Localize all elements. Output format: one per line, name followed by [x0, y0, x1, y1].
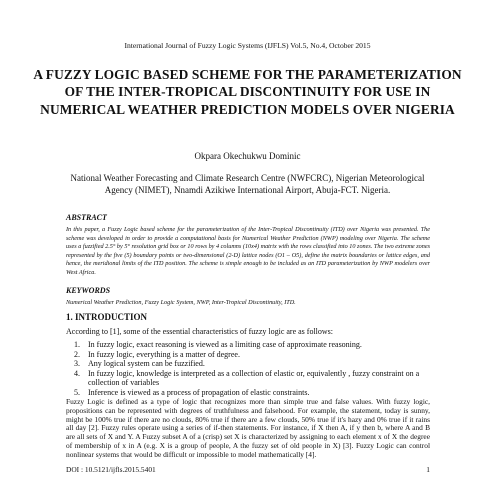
list-item [66, 340, 430, 350]
list-item [66, 350, 430, 360]
list-item [66, 359, 430, 369]
abstract-heading: ABSTRACT [66, 213, 107, 222]
keywords-heading: KEYWORDS [66, 286, 111, 295]
introduction-paragraph: Fuzzy Logic is defined as a type of logic that recognizes more than simple true and false values. With fuzzy logic, propositions can be represented with degrees of truthfulness and falsehood. For example, the statement, today is sunny, might be 100% true if there are no clouds, 80% true if there are a few clouds, 50% true if it's hazy and 0% true if it rains all day [2]. Fuzzy rules operate using a series of if-then statements. For instance, if X then A, if y then b, where A and B are all sets of X and Y. A Fuzzy subset A of a (crisp) set X is characterized by assigning to each element x of X the degree of membership of x in A (e.g. X is a group of people, A the fuzzy set of old people in X) [3]. Fuzzy Logic can control nonlinear systems that would be difficult or impossible to model mathematically [4]. [66, 397, 430, 459]
page-number: 1 [426, 465, 430, 474]
introduction-heading: 1. INTRODUCTION [66, 312, 148, 322]
list-item-number: 5. [74, 387, 80, 397]
doi-footer: DOI : 10.5121/ijfls.2015.5401 [66, 465, 156, 474]
list-item-text: In fuzzy logic, everything is a matter of degree. [88, 349, 240, 359]
list-item-text: In fuzzy logic, knowledge is interpreted as a collection of elastic or, equivalently , fuzzy constraint on a collection of variables [88, 368, 420, 388]
list-item-text: Any logical system can be fuzzified. [88, 359, 205, 369]
list-item-number: 3. [74, 359, 80, 369]
list-item [66, 369, 430, 388]
list-item-number: 2. [74, 349, 80, 359]
paper-title: A FUZZY LOGIC BASED SCHEME FOR THE PARAMETERIZATION OF THE INTER-TROPICAL DISCONTINUITY FOR USE IN NUMERICAL WEATHER PREDICTION MODELS OVER NIGERIA [33, 67, 462, 117]
abstract-text: In this paper, a Fuzzy Logic based scheme for the parameterization of the Inter-Tropical Discontinuity (ITD) over Nigeria was presented. The scheme was developed in order to provide a computational basis for Numerical Weather Prediction (NWP) modeling over Nigeria. The scheme uses a fuzzified 2.5° by 5° resolution grid box or 10 rows by 4 columns (10x4) matrix with the rows classified into 10 zones. The two extreme zones represented by the five (5) boundary points or two-dimensional (2-D) lattice nodes (O1 – O5), define the matrix boundaries or lattice edges, and hence, the meridional limits of the ITD position. The scheme is simple enough to be included as an ITD parameterization by NWP modelers over West Africa. [66, 226, 430, 276]
author-affiliation: National Weather Forecasting and Climate Research Centre (NWFCRC), Nigerian Meteorological Agency (NIMET), Nnamdi Azikiwe International Airport, Abuja-FCT. Nigeria. [70, 173, 425, 195]
introduction-lead: According to [1], some of the essential characteristics of fuzzy logic are as follows: [66, 327, 334, 336]
characteristics-list [66, 340, 430, 398]
list-item-number: 1. [74, 340, 80, 349]
list-item-text: In fuzzy logic, exact reasoning is viewed as a limiting case of approximate reasoning. [88, 340, 362, 349]
author-name: Okpara Okechukwu Dominic [194, 151, 301, 161]
list-item-text: Inference is viewed as a process of propagation of elastic constraints. [88, 387, 310, 397]
keywords-text: Numerical Weather Prediction, Fuzzy Logic System, NWP, Inter-Tropical Discontinuity, ITD. [66, 299, 296, 306]
journal-header: International Journal of Fuzzy Logic Systems (IJFLS) Vol.5, No.4, October 2015 [124, 41, 371, 50]
list-item-number: 4. [74, 368, 80, 378]
